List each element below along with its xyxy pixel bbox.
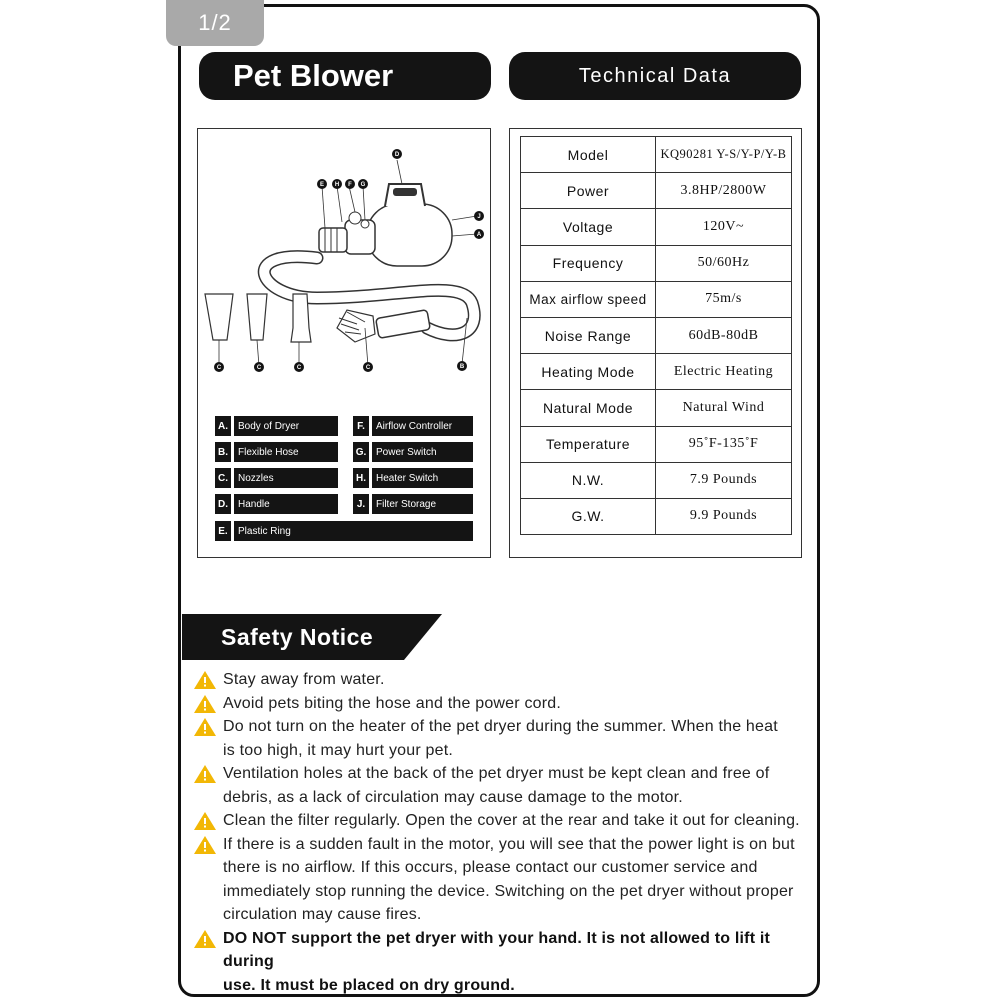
notice-item: Stay away from water. [194,668,814,692]
spec-value: 60dB-80dB [656,317,792,353]
spec-value: Natural Wind [656,390,792,426]
spec-row [521,209,792,245]
spec-label: Natural Mode [521,390,656,426]
part-g: G. Power Switch [353,442,473,462]
notice-item: Clean the filter regularly. Open the cover at the rear and take it out for cleaning. [194,809,814,833]
technical-data-heading: Technical Data [509,52,801,100]
spec-value: Electric Heating [656,354,792,390]
callout-c-4: C [365,365,371,371]
callout-d: D [394,152,400,158]
safety-heading: Safety Notice [221,624,374,650]
spec-value: 50/60Hz [656,245,792,281]
spec-table [520,136,792,535]
warning-icon [194,812,216,830]
callout-h: H [334,182,340,188]
part-c: C. Nozzles [215,468,338,488]
notice-item: DO NOT support the pet dryer with your hand. It is not allowed to lift it during use. It must be placed on dry ground. [194,927,814,998]
notice-item: Do not turn on the heater of the pet dryer during the summer. When the heat is too high, it may hurt your pet. [194,715,814,762]
callout-g: G [360,182,366,188]
spec-label: Heating Mode [521,354,656,390]
part-d: D. Handle [215,494,338,514]
spec-value: 7.9 Pounds [656,462,792,498]
warning-icon [194,836,216,854]
part-f: F. Airflow Controller [353,416,473,436]
spec-row [521,498,792,534]
spec-row [521,426,792,462]
spec-label: Temperature [521,426,656,462]
spec-row [521,137,792,173]
pet-blower-diagram [197,128,491,388]
callout-a: A [476,232,482,238]
spec-value: 3.8HP/2800W [656,173,792,209]
notice-item: If there is a sudden fault in the motor, you will see that the power light is on but there is no airflow. If this occurs, please contact our customer service and immediately stop running the device. Switching on the pet dryer without proper circulation may cause fires. [194,833,814,927]
spec-label: Max airflow speed [521,281,656,317]
spec-row [521,354,792,390]
spec-value: KQ90281 Y-S/Y-P/Y-B [656,137,792,173]
part-a: A. Body of Dryer [215,416,338,436]
spec-value: 95˚F-135˚F [656,426,792,462]
part-h: H. Heater Switch [353,468,473,488]
spec-label: Noise Range [521,317,656,353]
spec-label: Voltage [521,209,656,245]
spec-value: 9.9 Pounds [656,498,792,534]
spec-value: 120V~ [656,209,792,245]
spec-label: Frequency [521,245,656,281]
spec-row [521,245,792,281]
spec-label: Model [521,137,656,173]
part-b: B. Flexible Hose [215,442,338,462]
page-indicator: 1/2 [166,0,264,46]
warning-icon [194,718,216,736]
warning-icon [194,930,216,948]
spec-row [521,390,792,426]
spec-row [521,462,792,498]
callout-j: J [477,214,481,220]
warning-icon [194,671,216,689]
callout-b: B [459,364,465,370]
callout-f: F [348,182,352,188]
safety-notice-list [194,668,814,997]
callout-c-3: C [296,365,302,371]
spec-label: G.W. [521,498,656,534]
spec-label: Power [521,173,656,209]
spec-row [521,317,792,353]
spec-row [521,281,792,317]
notice-item: Avoid pets biting the hose and the power cord. [194,692,814,716]
callout-c-1: C [216,365,222,371]
spec-row [521,173,792,209]
callout-e: E [319,182,325,188]
warning-icon [194,765,216,783]
page-title: Pet Blower [199,52,491,100]
warning-icon [194,695,216,713]
spec-value: 75m/s [656,281,792,317]
part-j: J. Filter Storage [353,494,473,514]
part-e: E. Plastic Ring [215,521,473,541]
spec-label: N.W. [521,462,656,498]
notice-item: Ventilation holes at the back of the pet dryer must be kept clean and free of debris, as a lack of circulation may cause damage to the motor. [194,762,814,809]
callout-c-2: C [256,365,262,371]
